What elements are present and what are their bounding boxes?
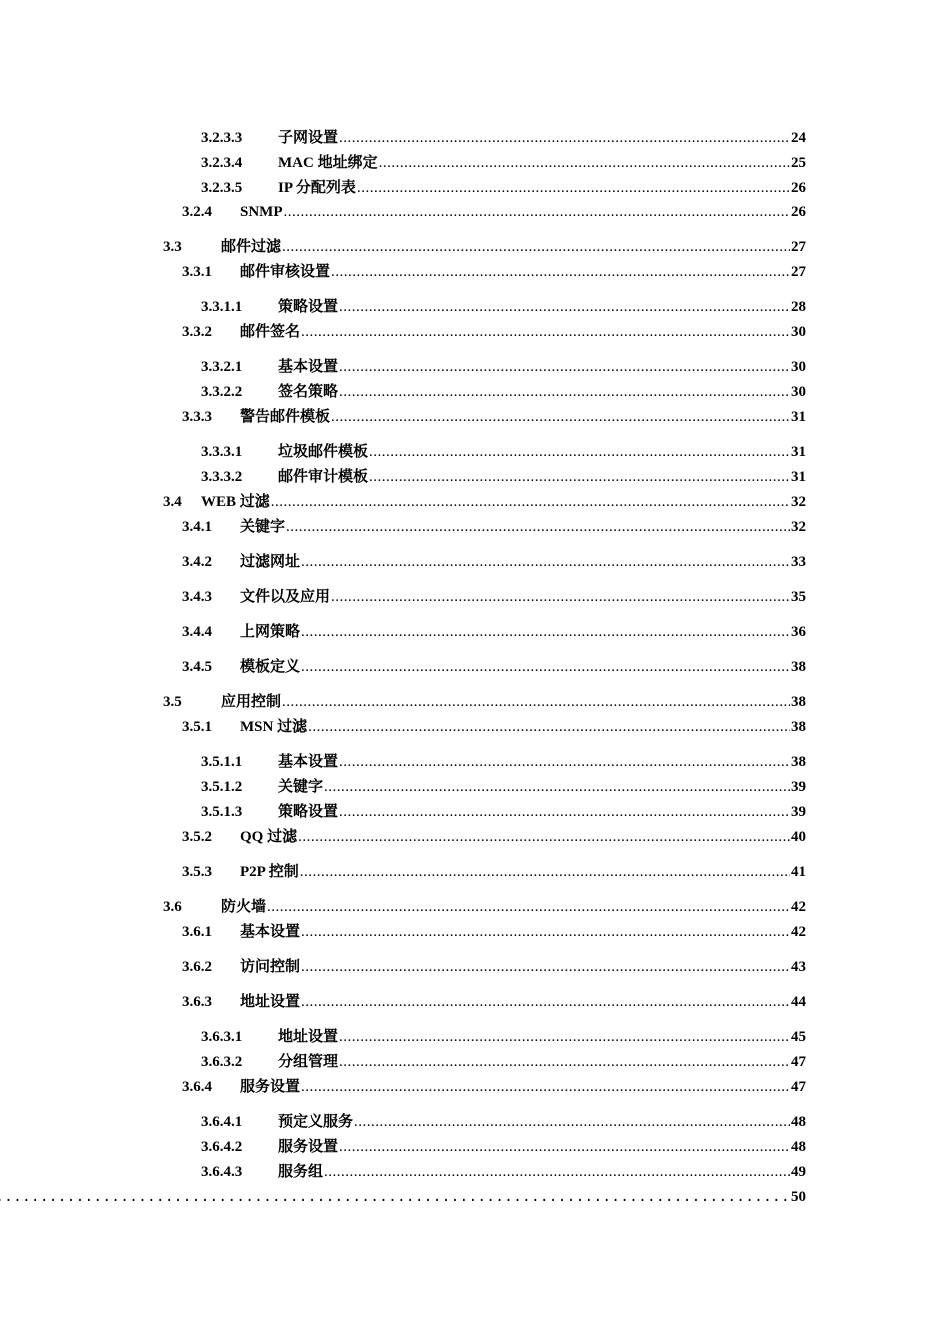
toc-entry-number: 3.5.1.1: [201, 754, 243, 770]
toc-entry[interactable]: [182, 922, 806, 942]
toc-entry-page-number: 47: [791, 1054, 806, 1070]
toc-entry-page-number: 26: [791, 180, 806, 196]
toc-entry-page-number: 24: [791, 130, 806, 146]
toc-entry[interactable]: [201, 802, 806, 822]
dot-leader: [379, 153, 790, 173]
dot-leader: [308, 717, 790, 737]
toc-entry-page-number: 48: [791, 1139, 806, 1155]
dot-leader: [339, 382, 790, 402]
toc-entry[interactable]: [201, 178, 806, 198]
toc-entry-number: 3.3.2: [182, 324, 212, 340]
toc-entry-number: 3.4.2: [182, 554, 212, 570]
toc-entry[interactable]: [182, 407, 806, 427]
dot-leader: [369, 442, 790, 462]
toc-entry-title: 服务组: [278, 1164, 324, 1180]
toc-entry-title: 邮件审核设置: [240, 264, 331, 280]
toc-entry-title: 警告邮件模板: [240, 409, 331, 425]
toc-entry-title: 地址设置: [278, 1029, 339, 1045]
toc-entry-title: 垃圾邮件模板: [278, 444, 369, 460]
toc-entry-page-number: 27: [791, 264, 806, 280]
toc-entry-title: 分组管理: [278, 1054, 339, 1070]
toc-entry[interactable]: [182, 262, 806, 282]
toc-entry-number: 3.3.2.2: [201, 384, 243, 400]
toc-entry-number: 3.5.1: [182, 719, 212, 735]
dot-leader: [324, 1162, 790, 1182]
toc-entry[interactable]: [201, 467, 806, 487]
toc-entry-title: 邮件过滤: [221, 239, 282, 255]
dot-leader: [301, 922, 790, 942]
toc-entry[interactable]: [182, 1077, 806, 1097]
toc-entry-number: 3.6.3.2: [201, 1054, 243, 1070]
toc-entry-number: 3.5.2: [182, 829, 212, 845]
toc-entry[interactable]: [163, 692, 806, 712]
toc-entry-title: 上网策略: [240, 624, 301, 640]
toc-entry-page-number: 42: [791, 924, 806, 940]
toc-entry[interactable]: [201, 442, 806, 462]
toc-entry[interactable]: [201, 1027, 806, 1047]
toc-entry-title: IP 分配列表: [278, 180, 356, 196]
toc-entry[interactable]: [182, 862, 806, 882]
toc-entry-number: 3.5.1.2: [201, 779, 243, 795]
toc-entry-number: 3.2.4: [182, 204, 212, 220]
toc-entry-number: 3.6.4.3: [201, 1164, 243, 1180]
toc-entry[interactable]: [182, 202, 806, 222]
toc-entry[interactable]: [182, 657, 806, 677]
toc-entry-page-number: 45: [791, 1029, 806, 1045]
toc-entry-title: P2P 控制: [240, 864, 299, 880]
toc-entry-number: 3.2.3.5: [201, 180, 243, 196]
dot-leader: [301, 992, 790, 1012]
dot-leader: [282, 237, 790, 257]
toc-entry-title: 文件以及应用: [240, 589, 331, 605]
toc-entry-page-number: 40: [791, 829, 806, 845]
toc-entry-title: 服务设置: [278, 1139, 339, 1155]
toc-entry-title: WEB 过滤: [201, 494, 270, 510]
dot-leader: [301, 552, 790, 572]
toc-entry-title: 模板定义: [240, 659, 301, 675]
toc-entry[interactable]: [201, 777, 806, 797]
toc-entry-title: MAC 地址绑定: [278, 155, 378, 171]
toc-entry[interactable]: [201, 128, 806, 148]
toc-entry-page-number: 42: [791, 899, 806, 915]
toc-entry[interactable]: [182, 587, 806, 607]
toc-entry-title: SNMP: [240, 204, 283, 220]
toc-entry[interactable]: [201, 153, 806, 173]
toc-entry[interactable]: [201, 1137, 806, 1157]
toc-entry-page-number: 32: [791, 519, 806, 535]
toc-entry-title: 应用控制: [221, 694, 282, 710]
toc-entry-number: 3.4.3: [182, 589, 212, 605]
dot-leader: [339, 1137, 790, 1157]
toc-entry-title: 过滤网址: [240, 554, 301, 570]
toc-entry-page-number: 25: [791, 155, 806, 171]
toc-entry[interactable]: [182, 957, 806, 977]
toc-entry-title: 服务设置: [240, 1079, 301, 1095]
toc-entry-page-number: 50: [791, 1189, 806, 1205]
toc-entry-title: 关键字: [240, 519, 286, 535]
dot-leader: [369, 467, 790, 487]
toc-entry[interactable]: [201, 1162, 806, 1182]
toc-entry[interactable]: [201, 752, 806, 772]
toc-entry-number: 3.6.1: [182, 924, 212, 940]
toc-entry[interactable]: [0, 1187, 806, 1207]
toc-entry-page-number: 28: [791, 299, 806, 315]
toc-entry-page-number: 33: [791, 554, 806, 570]
toc-entry-number: 3.4.4: [182, 624, 212, 640]
dot-leader: [301, 957, 790, 977]
toc-entry-number: 3.6.3.1: [201, 1029, 243, 1045]
toc-entry-page-number: 31: [791, 409, 806, 425]
toc-entry-page-number: 30: [791, 384, 806, 400]
toc-entry-page-number: 27: [791, 239, 806, 255]
dot-leader: [298, 827, 790, 847]
toc-entry-title: QQ 过滤: [240, 829, 298, 845]
toc-entry-number: 3.5.3: [182, 864, 212, 880]
toc-entry[interactable]: [201, 357, 806, 377]
dot-leader: [282, 692, 790, 712]
toc-entry-page-number: 38: [791, 659, 806, 675]
toc-entry-page-number: 35: [791, 589, 806, 605]
dot-leader: [301, 1077, 790, 1097]
toc-entry[interactable]: [182, 322, 806, 342]
toc-entry-page-number: 38: [791, 694, 806, 710]
toc-entry-page-number: 36: [791, 624, 806, 640]
dot-leader: [331, 587, 790, 607]
toc-entry-page-number: 39: [791, 779, 806, 795]
dot-leader: [331, 262, 790, 282]
toc-entry-number: 3.4.1: [182, 519, 212, 535]
toc-entry-number: 3.6.4.2: [201, 1139, 243, 1155]
dot-leader: [339, 1052, 790, 1072]
toc-entry-number: 3.3.1: [182, 264, 212, 280]
toc-entry-title: 策略设置: [278, 299, 339, 315]
toc-entry-number: 3.4.5: [182, 659, 212, 675]
toc-entry-number: 3.3.1.1: [201, 299, 243, 315]
dot-leader: [301, 657, 790, 677]
toc-entry-page-number: 41: [791, 864, 806, 880]
toc-entry-number: 3.3.2.1: [201, 359, 243, 375]
toc-entry-page-number: 32: [791, 494, 806, 510]
toc-entry[interactable]: [182, 517, 806, 537]
toc-entry-number: 3.6.4: [182, 1079, 212, 1095]
toc-entry[interactable]: [182, 827, 806, 847]
toc-entry[interactable]: [201, 382, 806, 402]
toc-entry-page-number: 44: [791, 994, 806, 1010]
toc-entry-page-number: 49: [791, 1164, 806, 1180]
toc-entry-number: 3.6.3: [182, 994, 212, 1010]
dot-leader: [339, 357, 790, 377]
toc-entry-title: 基本设置: [240, 924, 301, 940]
toc-entry-title: 签名策略: [278, 384, 339, 400]
toc-entry[interactable]: [182, 552, 806, 572]
toc-entry-page-number: 38: [791, 754, 806, 770]
toc-entry-number: 3.6.2: [182, 959, 212, 975]
toc-entry-page-number: 43: [791, 959, 806, 975]
toc-entry[interactable]: [201, 297, 806, 317]
toc-entry[interactable]: [163, 492, 806, 512]
toc-entry[interactable]: [163, 897, 806, 917]
dot-leader: [267, 897, 790, 917]
toc-entry-page-number: 31: [791, 469, 806, 485]
dot-leader: [339, 1027, 790, 1047]
toc-entry[interactable]: [201, 1112, 806, 1132]
dot-leader: [339, 802, 790, 822]
toc-entry-number: 3.5.1.3: [201, 804, 243, 820]
dot-leader: [331, 407, 790, 427]
dot-leader: [301, 322, 790, 342]
toc-entry-number: 3.3.3: [182, 409, 212, 425]
toc-entry-number: 3.6: [163, 899, 182, 915]
toc-entry-page-number: 48: [791, 1114, 806, 1130]
dot-leader: [286, 517, 790, 537]
toc-entry-title: 子网设置: [278, 130, 339, 146]
toc-entry[interactable]: [182, 992, 806, 1012]
toc-entry-title: 访问控制: [240, 959, 301, 975]
dot-leader: [339, 297, 790, 317]
toc-entry-title: 防火墙: [221, 899, 267, 915]
dot-leader: [354, 1112, 790, 1132]
toc-entry-number: 3.3: [163, 239, 182, 255]
toc-entry[interactable]: [182, 717, 806, 737]
dot-leader: [324, 777, 790, 797]
toc-entry-page-number: 30: [791, 324, 806, 340]
toc-entry-page-number: 30: [791, 359, 806, 375]
toc-entry[interactable]: [163, 237, 806, 257]
dot-leader: [301, 622, 790, 642]
dot-leader: [300, 862, 790, 882]
toc-entry-title: 地址设置: [240, 994, 301, 1010]
toc-entry-number: 3.4: [163, 494, 182, 510]
toc-entry-number: 3.5: [163, 694, 182, 710]
dot-leader: [271, 492, 790, 512]
toc-entry-title: 策略设置: [278, 804, 339, 820]
toc-entry[interactable]: [182, 622, 806, 642]
toc-entry-title: 邮件签名: [240, 324, 301, 340]
dot-leader: [357, 178, 790, 198]
toc-entry-page-number: 26: [791, 204, 806, 220]
toc-entry-title: 基本设置: [278, 359, 339, 375]
dot-leader: [339, 752, 790, 772]
toc-entry-number: 3.2.3.4: [201, 155, 243, 171]
toc-entry-title: MSN 过滤: [240, 719, 308, 735]
toc-entry-page-number: 47: [791, 1079, 806, 1095]
toc-entry-title: 预定义服务: [278, 1114, 354, 1130]
dot-leader: [284, 202, 791, 222]
toc-entry-page-number: 38: [791, 719, 806, 735]
toc-entry-title: 邮件审计模板: [278, 469, 369, 485]
dot-leader: [0, 1187, 790, 1207]
toc-entry-page-number: 31: [791, 444, 806, 460]
toc-entry-page-number: 39: [791, 804, 806, 820]
dot-leader: [339, 128, 790, 148]
toc-entry[interactable]: [201, 1052, 806, 1072]
toc-entry-title: 关键字: [278, 779, 324, 795]
toc-entry-number: 3.3.3.2: [201, 469, 243, 485]
toc-entry-number: 3.2.3.3: [201, 130, 243, 146]
toc-entry-number: 3.6.4.1: [201, 1114, 243, 1130]
toc-entry-number: 3.3.3.1: [201, 444, 243, 460]
toc-entry-title: 基本设置: [278, 754, 339, 770]
